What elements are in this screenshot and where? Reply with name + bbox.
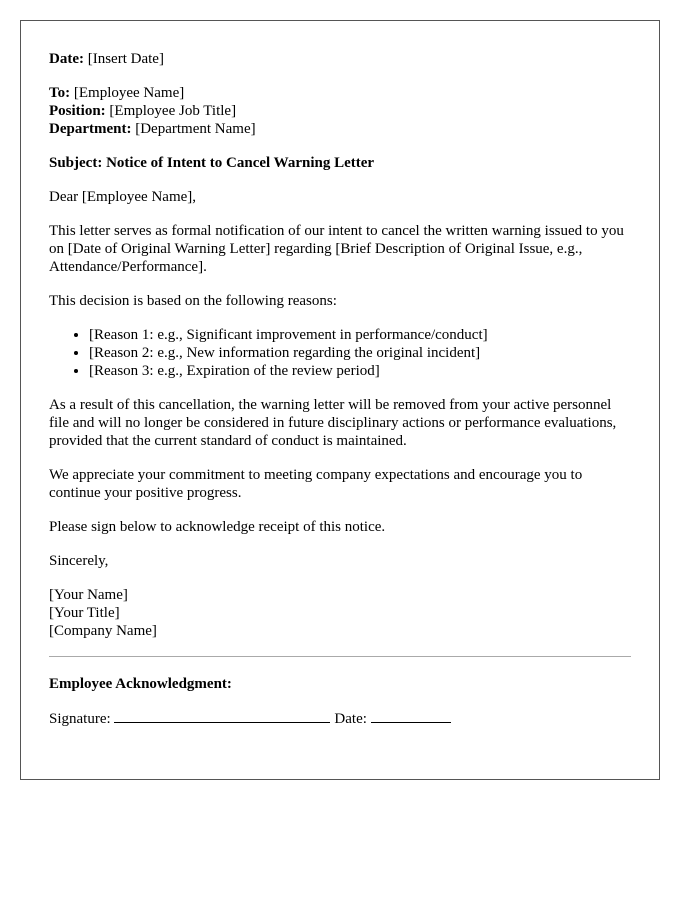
intro-paragraph: This letter serves as formal notification of our intent to cancel the written warning issued to you on [Date of Original Warning Letter] regarding [Brief Description of Original Issue, e.g., Attendance/Performance]. <box>49 223 624 275</box>
reasons-list <box>49 326 631 380</box>
position-value: [Employee Job Title] <box>105 103 237 119</box>
section-divider <box>49 656 631 657</box>
department-line <box>49 120 631 138</box>
to-value: [Employee Name] <box>70 85 185 101</box>
list-item: • [Reason 2: e.g., New information regarding the original incident] <box>89 344 631 362</box>
appreciation-paragraph: We appreciate your commitment to meeting company expectations and encourage you to continue your positive progress. <box>49 467 583 501</box>
sender-name: [Your Name] <box>49 587 128 603</box>
signature-line[interactable] <box>114 709 330 723</box>
department-value: [Department Name] <box>131 121 256 137</box>
signature-label: Signature: <box>49 711 115 727</box>
to-label: To: <box>49 85 71 101</box>
date-label: Date: <box>49 51 84 67</box>
sign-request-paragraph: Please sign below to acknowledge receipt of this notice. <box>49 519 386 535</box>
list-item: • [Reason 3: e.g., Expiration of the review period] <box>89 362 631 380</box>
to-line <box>49 84 631 102</box>
sign-off: Sincerely, <box>49 553 109 569</box>
signature-date-label: Date: <box>334 711 371 727</box>
position-label: Position: <box>49 103 106 119</box>
reasons-intro: This decision is based on the following reasons: <box>49 293 337 309</box>
subject-line <box>49 154 631 172</box>
salutation: Dear [Employee Name], <box>49 189 197 205</box>
recipient-block <box>49 84 631 138</box>
sender-title: [Your Title] <box>49 605 120 621</box>
acknowledgment-heading-text: Employee Acknowledgment: <box>49 676 232 692</box>
list-item: • [Reason 1: e.g., Significant improvement in performance/conduct] <box>89 326 631 344</box>
subject-text: Subject: Notice of Intent to Cancel Warning Letter <box>49 155 375 171</box>
date-value: [Insert Date] <box>83 51 164 67</box>
signature-date-line[interactable] <box>371 709 451 723</box>
position-line <box>49 102 631 120</box>
signature-row <box>49 709 631 728</box>
sender-block <box>49 586 631 640</box>
department-label: Department: <box>49 121 132 137</box>
acknowledgment-heading <box>49 675 631 693</box>
warning-cancellation-letter <box>20 20 660 780</box>
result-paragraph: As a result of this cancellation, the warning letter will be removed from your active personnel file and will no longer be considered in future disciplinary actions or performance evaluations, provided that the current standard of conduct is maintained. <box>49 397 617 449</box>
date-line <box>49 50 631 68</box>
sender-company: [Company Name] <box>49 623 157 639</box>
